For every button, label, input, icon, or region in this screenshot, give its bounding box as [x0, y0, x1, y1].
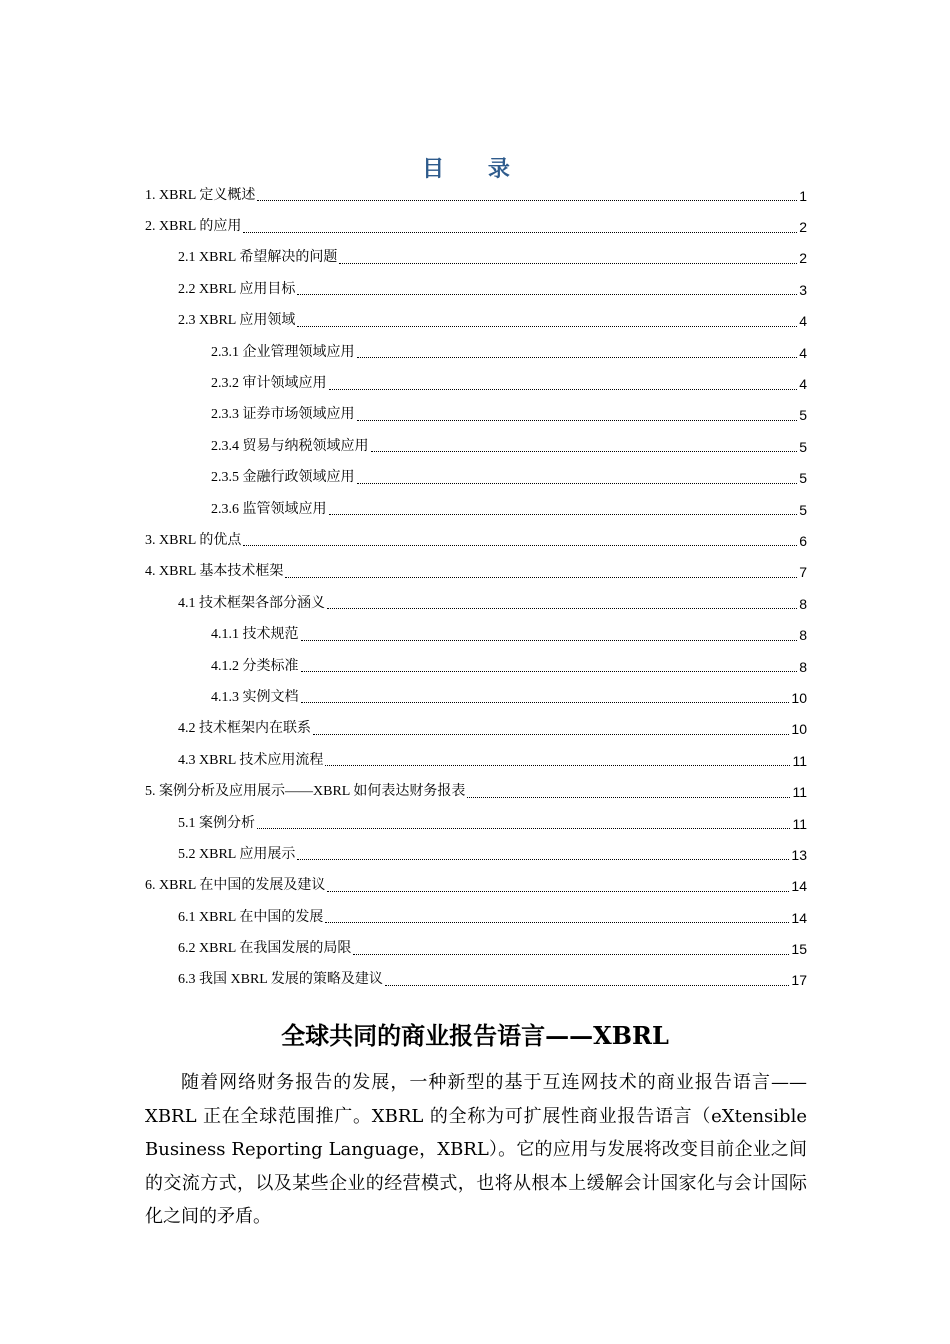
- toc-entry-page: 6: [799, 532, 807, 549]
- toc-dot-leader: [297, 845, 789, 860]
- toc-entry[interactable]: [145, 902, 807, 933]
- toc-entry-label: 2.3.3 证券市场领域应用: [211, 407, 355, 423]
- toc-entry[interactable]: [145, 965, 807, 996]
- toc-entry-label: 2.2 XBRL 应用目标: [178, 281, 296, 297]
- toc-entry-page: 4: [799, 344, 807, 361]
- toc-entry[interactable]: [145, 871, 807, 902]
- toc-entry-label: 4.1.3 实例文档: [211, 689, 299, 705]
- toc-entry-page: 5: [799, 438, 807, 455]
- intro-paragraph: 随着网络财务报告的发展，一种新型的基于互连网技术的商业报告语言——XBRL 正在全球范围推广。XBRL 的全称为可扩展性商业报告语言（eXtensible Business Reporting Language，XBRL）。它的应用与发展将改变目前企业之间的交流方式，以及某些企业的经营模式，也将从根本上缓解会计国家化与会计国际化之间的矛盾。: [145, 1072, 807, 1227]
- toc-entry-label: 2.3.2 审计领域应用: [211, 376, 327, 392]
- toc-dot-leader: [243, 531, 797, 546]
- toc-dot-leader: [257, 814, 790, 829]
- toc-entry-label: 4.2 技术框架内在联系: [178, 721, 311, 737]
- toc-entry[interactable]: [145, 933, 807, 964]
- toc-entry-page: 2: [799, 219, 807, 236]
- table-of-contents: [145, 180, 807, 996]
- toc-dot-leader: [329, 500, 798, 515]
- toc-entry[interactable]: [145, 714, 807, 745]
- toc-entry[interactable]: [145, 776, 807, 807]
- toc-entry-label: 6.3 我国 XBRL 发展的策略及建议: [178, 972, 383, 988]
- toc-entry-page: 14: [791, 909, 807, 926]
- toc-entry[interactable]: [145, 619, 807, 650]
- toc-entry[interactable]: [145, 337, 807, 368]
- toc-entry-label: 6.2 XBRL 在我国发展的局限: [178, 941, 352, 957]
- toc-entry[interactable]: [145, 431, 807, 462]
- toc-entry-label: 1. XBRL 定义概述: [145, 187, 256, 203]
- toc-entry[interactable]: [145, 745, 807, 776]
- toc-entry[interactable]: [145, 525, 807, 556]
- toc-entry[interactable]: [145, 180, 807, 211]
- toc-dot-leader: [327, 877, 789, 892]
- toc-dot-leader: [327, 594, 797, 609]
- toc-entry-label: 2.3.4 贸易与纳税领域应用: [211, 438, 369, 454]
- toc-entry-page: 13: [791, 846, 807, 863]
- toc-entry-page: 5: [799, 407, 807, 424]
- toc-dot-leader: [371, 437, 798, 452]
- toc-dot-leader: [325, 751, 790, 766]
- toc-entry-label: 5. 案例分析及应用展示——XBRL 如何表达财务报表: [145, 784, 466, 800]
- document-title: 全球共同的商业报告语言——XBRL: [281, 1021, 669, 1050]
- toc-entry[interactable]: [145, 651, 807, 682]
- toc-entry-label: 2.3.1 企业管理领域应用: [211, 344, 355, 360]
- toc-entry-page: 4: [799, 313, 807, 330]
- toc-entry[interactable]: [145, 243, 807, 274]
- toc-entry-page: 11: [792, 815, 807, 832]
- toc-entry-page: 8: [799, 627, 807, 644]
- toc-entry[interactable]: [145, 368, 807, 399]
- toc-entry-page: 8: [799, 658, 807, 675]
- toc-dot-leader: [353, 940, 789, 955]
- toc-dot-leader: [467, 783, 790, 798]
- toc-entry[interactable]: [145, 494, 807, 525]
- toc-entry-page: 11: [792, 752, 807, 769]
- toc-dot-leader: [385, 971, 790, 986]
- toc-entry-page: 8: [799, 595, 807, 612]
- toc-entry-page: 1: [799, 187, 807, 204]
- toc-entry-label: 4.1.1 技术规范: [211, 627, 299, 643]
- toc-title: 目 录: [422, 156, 528, 182]
- toc-entry-label: 6. XBRL 在中国的发展及建议: [145, 878, 326, 894]
- toc-entry[interactable]: [145, 211, 807, 242]
- toc-entry[interactable]: [145, 808, 807, 839]
- toc-entry[interactable]: [145, 557, 807, 588]
- toc-entry[interactable]: [145, 306, 807, 337]
- toc-entry-label: 2.3 XBRL 应用领域: [178, 313, 296, 329]
- toc-entry[interactable]: [145, 839, 807, 870]
- toc-entry-page: 17: [791, 972, 807, 989]
- toc-entry[interactable]: [145, 400, 807, 431]
- toc-dot-leader: [301, 688, 790, 703]
- toc-entry-label: 4.3 XBRL 技术应用流程: [178, 752, 324, 768]
- toc-entry-page: 10: [791, 689, 807, 706]
- toc-entry-label: 2.3.6 监管领域应用: [211, 501, 327, 517]
- toc-entry-label: 6.1 XBRL 在中国的发展: [178, 909, 324, 925]
- toc-entry-page: 14: [791, 878, 807, 895]
- toc-entry-page: 10: [791, 721, 807, 738]
- toc-dot-leader: [339, 249, 797, 264]
- toc-dot-leader: [257, 186, 797, 201]
- toc-entry[interactable]: [145, 463, 807, 494]
- toc-entry[interactable]: [145, 274, 807, 305]
- toc-entry-label: 5.1 案例分析: [178, 815, 255, 831]
- toc-entry-page: 7: [799, 564, 807, 581]
- toc-dot-leader: [297, 280, 797, 295]
- toc-dot-leader: [297, 312, 797, 327]
- toc-dot-leader: [329, 375, 798, 390]
- toc-dot-leader: [357, 469, 798, 484]
- toc-entry-label: 2. XBRL 的应用: [145, 219, 242, 235]
- toc-entry-label: 3. XBRL 的优点: [145, 532, 242, 548]
- toc-dot-leader: [325, 908, 789, 923]
- toc-entry-page: 5: [799, 470, 807, 487]
- toc-entry-label: 5.2 XBRL 应用展示: [178, 846, 296, 862]
- toc-entry[interactable]: [145, 588, 807, 619]
- toc-dot-leader: [243, 218, 797, 233]
- toc-entry[interactable]: [145, 682, 807, 713]
- toc-entry-page: 5: [799, 501, 807, 518]
- toc-dot-leader: [301, 626, 798, 641]
- toc-entry-page: 4: [799, 376, 807, 393]
- toc-entry-page: 11: [792, 784, 807, 801]
- toc-entry-label: 2.1 XBRL 希望解决的问题: [178, 250, 338, 266]
- toc-entry-page: 2: [799, 250, 807, 267]
- toc-entry-label: 2.3.5 金融行政领域应用: [211, 470, 355, 486]
- toc-entry-label: 4.1 技术框架各部分涵义: [178, 595, 325, 611]
- toc-entry-page: 15: [791, 941, 807, 958]
- toc-dot-leader: [313, 720, 789, 735]
- toc-dot-leader: [285, 563, 797, 578]
- toc-dot-leader: [357, 406, 798, 421]
- toc-entry-label: 4. XBRL 基本技术框架: [145, 564, 284, 580]
- toc-dot-leader: [301, 657, 798, 672]
- toc-entry-label: 4.1.2 分类标准: [211, 658, 299, 674]
- toc-entry-page: 3: [799, 281, 807, 298]
- toc-dot-leader: [357, 343, 798, 358]
